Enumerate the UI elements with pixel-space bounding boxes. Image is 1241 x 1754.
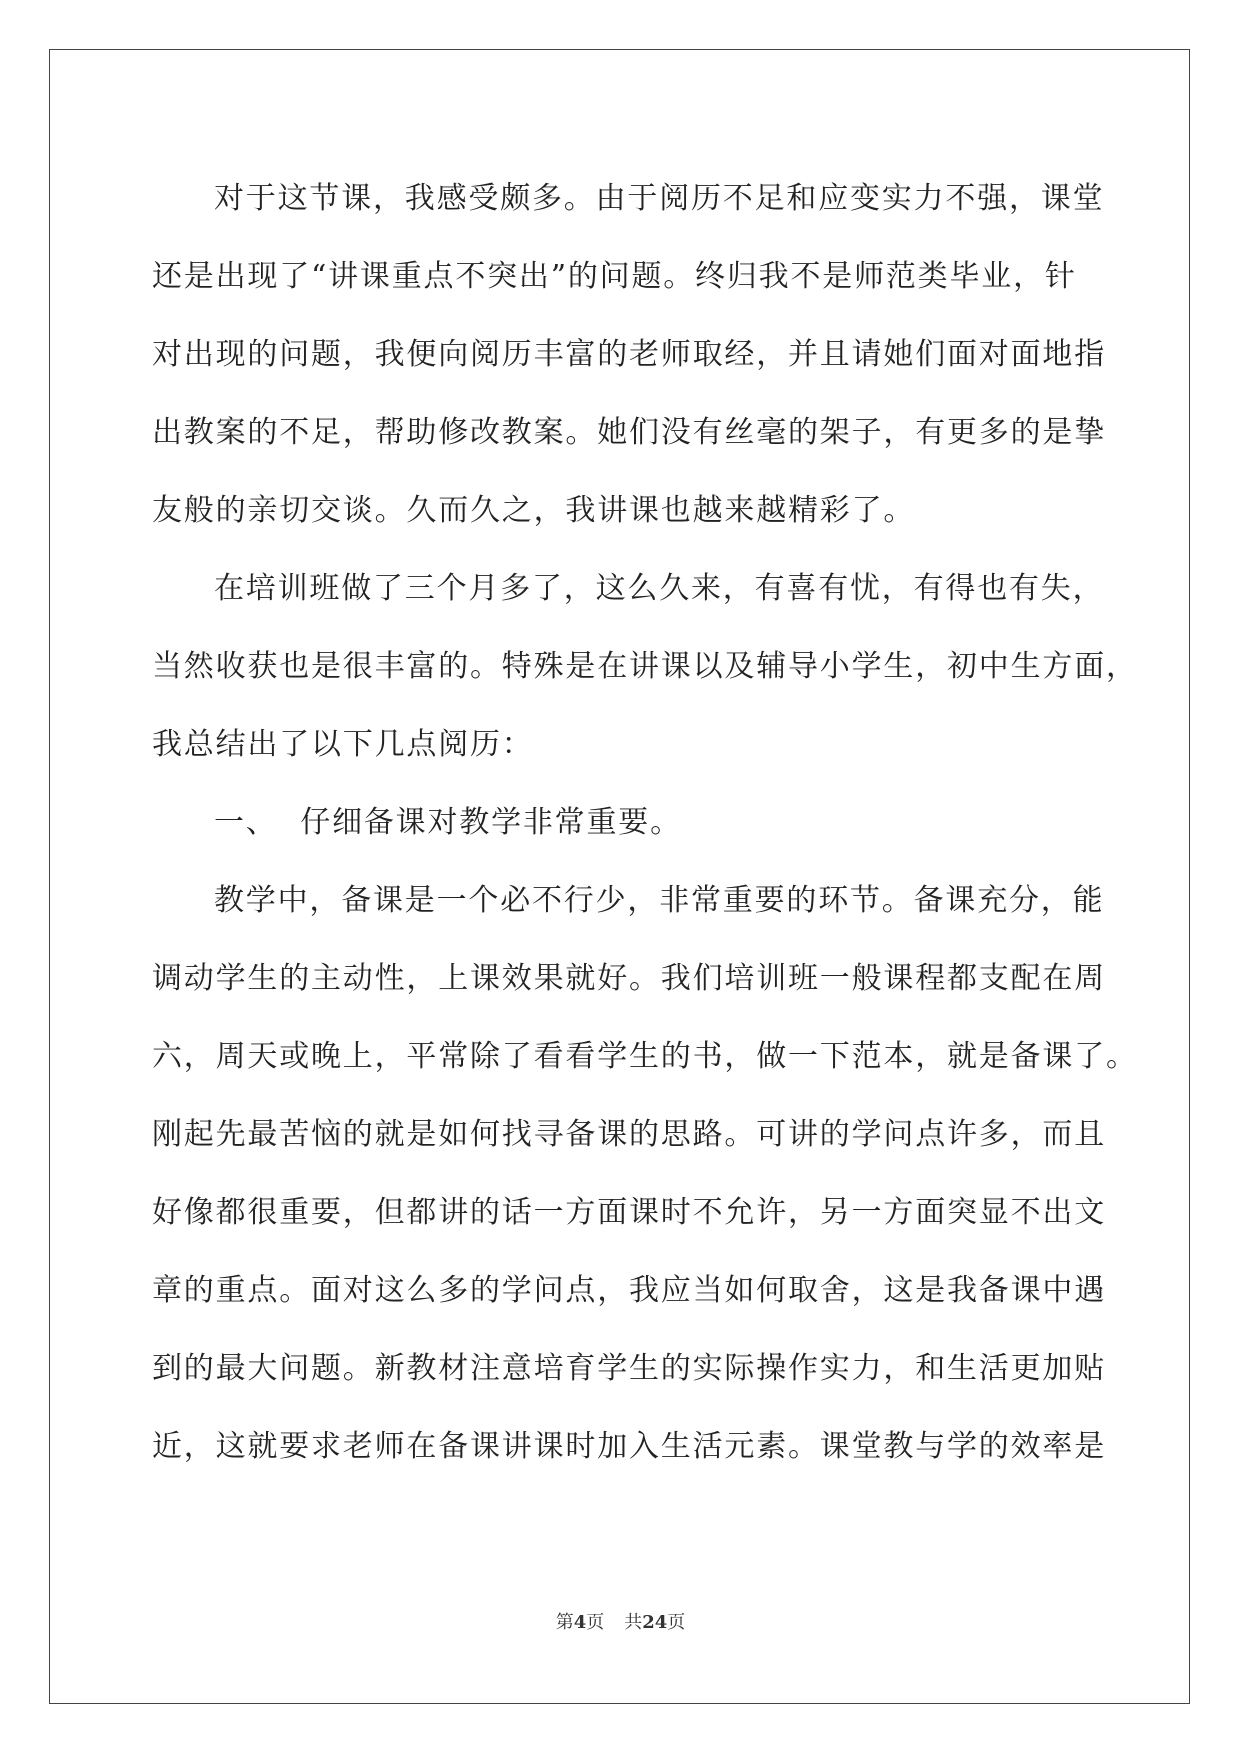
section-heading — [152, 784, 1088, 862]
text-line: 到的最大问题。新教材注意培育学生的实际操作实力，和生活更加贴 — [152, 1351, 1106, 1386]
text-line: 出教案的不足，帮助修改教案。她们没有丝毫的架子，有更多的是挚 — [152, 415, 1106, 450]
text-line: 我总结出了以下几点阅历： — [152, 727, 534, 762]
text-line: 教学中，备课是一个必不行少，非常重要的环节。备课充分，能 — [214, 883, 1105, 918]
text-line: 六，周天或晚上，平常除了看看学生的书，做一下范本，就是备课了。 — [152, 1039, 1138, 1074]
paragraph — [152, 160, 1106, 550]
text-line: 对出现的问题，我便向阅历丰富的老师取经，并且请她们面对面地指 — [152, 337, 1106, 372]
text-line: 刚起先最苦恼的就是如何找寻备课的思路。可讲的学问点许多，而且 — [152, 1117, 1106, 1152]
text-line: 友般的亲切交谈。久而久之，我讲课也越来越精彩了。 — [152, 493, 916, 528]
text-line: 当然收获也是很丰富的。特殊是在讲课以及辅导小学生，初中生方面， — [152, 649, 1138, 684]
document-body — [152, 160, 1138, 1486]
page-prefix: 第 — [555, 1612, 574, 1633]
text-line: 还是出现了“讲课重点不突出”的问题。终归我不是师范类毕业，针 — [152, 259, 1077, 294]
page-footer — [0, 1608, 1241, 1634]
total-prefix: 共 — [624, 1612, 643, 1633]
text-line: 对于这节课，我感受颇多。由于阅历不足和应变实力不强，课堂 — [214, 181, 1105, 216]
paragraph — [152, 862, 1138, 1486]
text-line: 在培训班做了三个月多了，这么久来，有喜有忧，有得也有失， — [214, 571, 1105, 606]
page-number: 4 — [573, 1612, 587, 1633]
total-pages: 24 — [642, 1612, 668, 1633]
text-line: 章的重点。面对这么多的学问点，我应当如何取舍，这是我备课中遇 — [152, 1273, 1106, 1308]
text-line: 近，这就要求老师在备课讲课时加入生活元素。课堂教与学的效率是 — [152, 1429, 1106, 1464]
total-suffix: 页 — [667, 1612, 686, 1633]
text-line: 调动学生的主动性，上课效果就好。我们培训班一般课程都支配在周 — [152, 961, 1106, 996]
paragraph — [152, 550, 1138, 784]
text-line: 好像都很重要，但都讲的话一方面课时不允许，另一方面突显不出文 — [152, 1195, 1106, 1230]
page-suffix: 页 — [586, 1612, 605, 1633]
text-line: 一、 仔细备课对教学非常重要。 — [214, 805, 682, 840]
